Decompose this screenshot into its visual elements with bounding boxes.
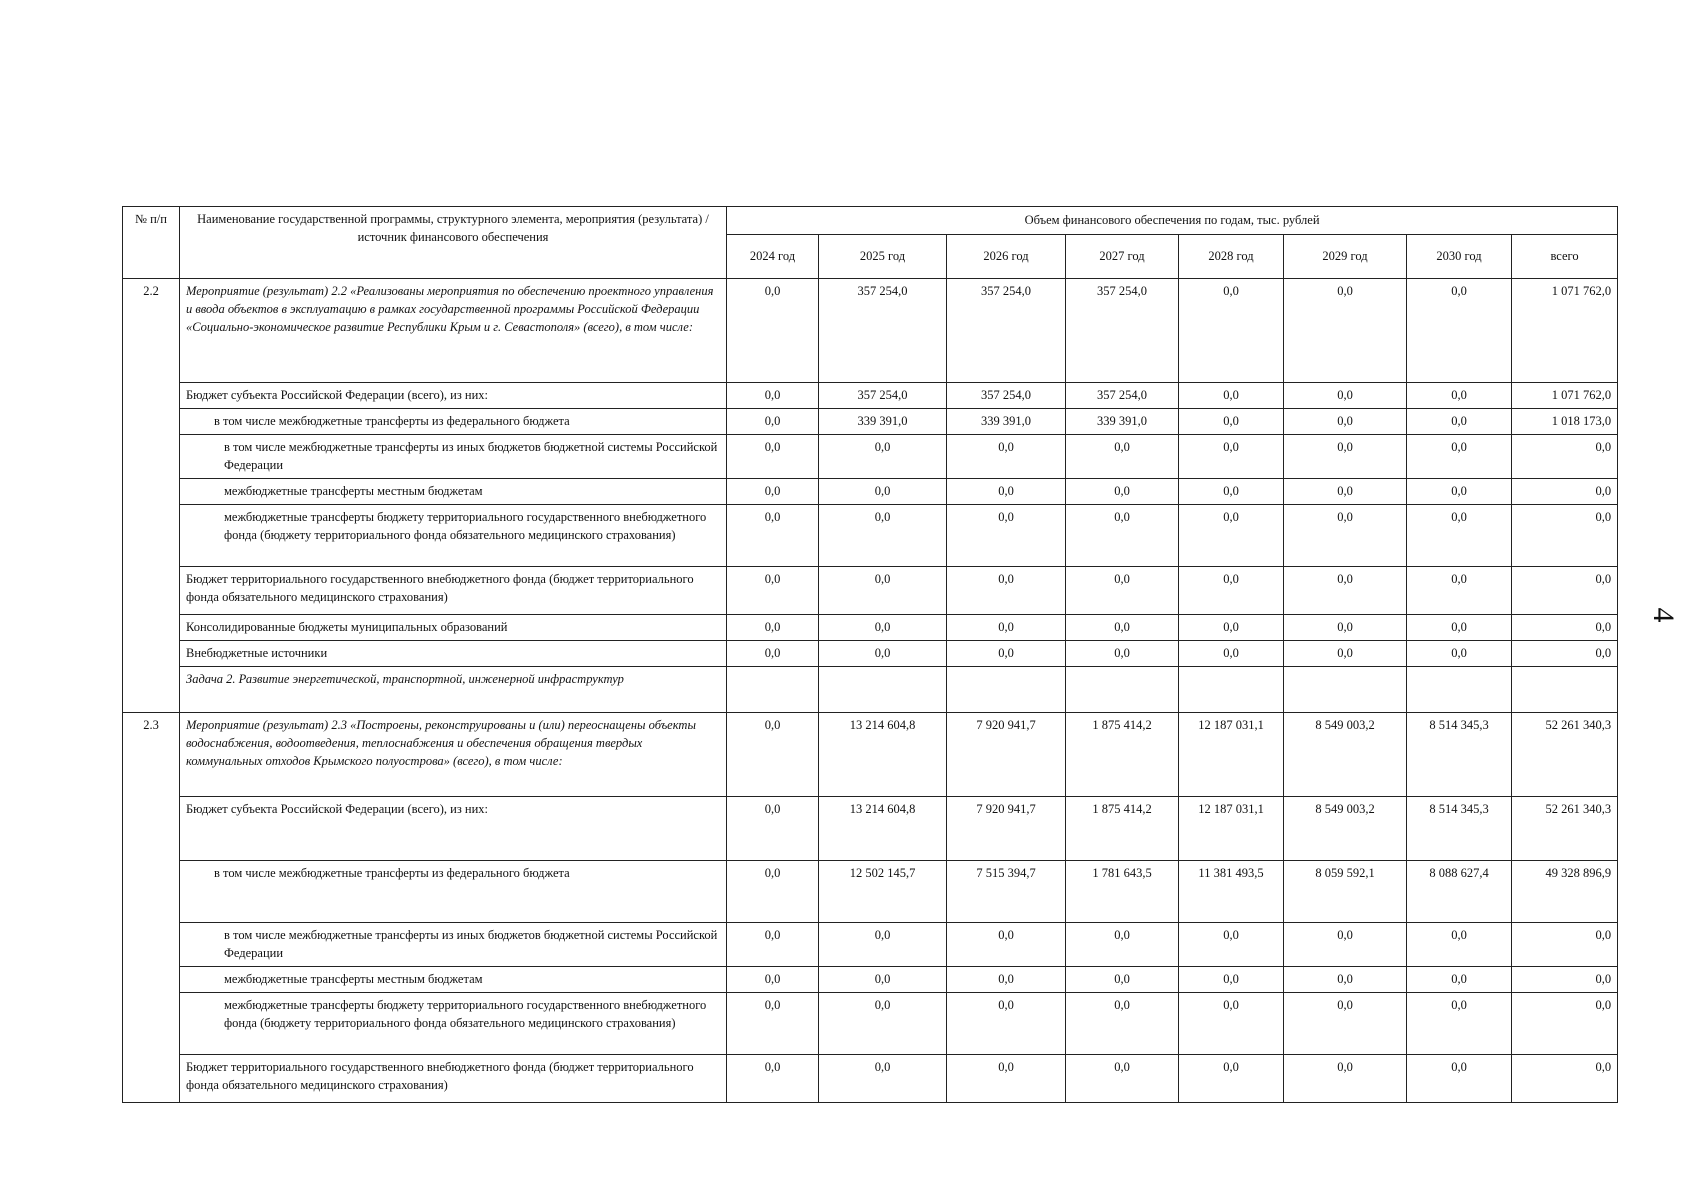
row-value: 0,0 xyxy=(819,1055,947,1103)
row-value: 0,0 xyxy=(1284,993,1407,1055)
row-value: 0,0 xyxy=(1284,967,1407,993)
table-row xyxy=(123,1055,1618,1103)
row-value: 11 381 493,5 xyxy=(1179,861,1284,923)
page-number: 4 xyxy=(1647,607,1680,623)
header-volume: Объем финансового обеспечения по годам, тыс. рублей xyxy=(727,207,1618,235)
row-value: 0,0 xyxy=(1284,505,1407,567)
row-number xyxy=(123,409,180,435)
row-value: 0,0 xyxy=(1066,435,1179,479)
row-value xyxy=(819,667,947,713)
row-value: 0,0 xyxy=(947,993,1066,1055)
header-num: № п/п xyxy=(123,207,180,279)
row-value: 0,0 xyxy=(1179,923,1284,967)
row-value: 0,0 xyxy=(1407,383,1512,409)
row-value: 0,0 xyxy=(1066,641,1179,667)
row-value: 0,0 xyxy=(1407,993,1512,1055)
row-value: 0,0 xyxy=(1179,479,1284,505)
table-row xyxy=(123,861,1618,923)
row-name: в том числе межбюджетные трансферты из федерального бюджета xyxy=(180,409,727,435)
row-total: 0,0 xyxy=(1512,479,1618,505)
row-value: 1 875 414,2 xyxy=(1066,713,1179,797)
row-total: 0,0 xyxy=(1512,993,1618,1055)
row-value: 8 059 592,1 xyxy=(1284,861,1407,923)
row-number xyxy=(123,967,180,993)
row-value xyxy=(1179,667,1284,713)
row-value: 0,0 xyxy=(727,409,819,435)
table-row xyxy=(123,797,1618,861)
row-value: 0,0 xyxy=(1284,435,1407,479)
row-value: 0,0 xyxy=(1066,505,1179,567)
row-value: 0,0 xyxy=(1179,641,1284,667)
row-total: 1 071 762,0 xyxy=(1512,383,1618,409)
table-row xyxy=(123,279,1618,383)
row-value: 0,0 xyxy=(1179,383,1284,409)
row-value: 0,0 xyxy=(1407,1055,1512,1103)
row-value: 0,0 xyxy=(1066,993,1179,1055)
table-row xyxy=(123,505,1618,567)
row-name: Задача 2. Развитие энергетической, транспортной, инженерной инфраструктур xyxy=(180,667,727,713)
row-value: 12 187 031,1 xyxy=(1179,797,1284,861)
row-value: 0,0 xyxy=(1284,641,1407,667)
table-row xyxy=(123,435,1618,479)
row-value: 0,0 xyxy=(727,797,819,861)
row-value: 0,0 xyxy=(1179,993,1284,1055)
row-total xyxy=(1512,667,1618,713)
header-row-1 xyxy=(123,207,1618,235)
row-value: 0,0 xyxy=(1066,567,1179,615)
row-value: 0,0 xyxy=(1407,923,1512,967)
row-total: 52 261 340,3 xyxy=(1512,797,1618,861)
row-value: 0,0 xyxy=(1407,967,1512,993)
row-total: 0,0 xyxy=(1512,567,1618,615)
row-value: 0,0 xyxy=(1407,641,1512,667)
row-value: 0,0 xyxy=(1179,409,1284,435)
row-total: 49 328 896,9 xyxy=(1512,861,1618,923)
row-name: Внебюджетные источники xyxy=(180,641,727,667)
row-value: 0,0 xyxy=(1179,505,1284,567)
row-value: 0,0 xyxy=(1179,967,1284,993)
row-number xyxy=(123,797,180,861)
row-value: 0,0 xyxy=(1284,615,1407,641)
header-year: 2028 год xyxy=(1179,235,1284,279)
row-name: в том числе межбюджетные трансферты из федерального бюджета xyxy=(180,861,727,923)
row-total: 1 018 173,0 xyxy=(1512,409,1618,435)
row-value: 0,0 xyxy=(1066,967,1179,993)
row-value: 357 254,0 xyxy=(947,279,1066,383)
row-name: Бюджет территориального государственного внебюджетного фонда (бюджет территориального фонда обязательного медицинского страхования) xyxy=(180,1055,727,1103)
row-value: 357 254,0 xyxy=(819,279,947,383)
row-value: 0,0 xyxy=(819,435,947,479)
table-row xyxy=(123,479,1618,505)
row-name: Бюджет территориального государственного внебюджетного фонда (бюджет территориального фонда обязательного медицинского страхования) xyxy=(180,567,727,615)
row-value: 339 391,0 xyxy=(1066,409,1179,435)
row-value: 0,0 xyxy=(727,479,819,505)
row-value: 0,0 xyxy=(727,923,819,967)
row-value: 0,0 xyxy=(819,967,947,993)
table-row xyxy=(123,993,1618,1055)
row-value: 0,0 xyxy=(947,1055,1066,1103)
row-value xyxy=(947,667,1066,713)
row-value: 0,0 xyxy=(1407,505,1512,567)
header-year: 2026 год xyxy=(947,235,1066,279)
row-name: межбюджетные трансферты бюджету территориального государственного внебюджетного фонда (бюджету территориального фонда обязательного медицинского страхования) xyxy=(180,993,727,1055)
row-number xyxy=(123,861,180,923)
row-total: 52 261 340,3 xyxy=(1512,713,1618,797)
row-value: 0,0 xyxy=(1179,615,1284,641)
row-number xyxy=(123,641,180,667)
table-row xyxy=(123,967,1618,993)
row-value: 0,0 xyxy=(819,641,947,667)
row-value: 357 254,0 xyxy=(1066,279,1179,383)
row-value: 0,0 xyxy=(1407,279,1512,383)
header-year: 2030 год xyxy=(1407,235,1512,279)
row-value: 0,0 xyxy=(819,615,947,641)
header-year: 2029 год xyxy=(1284,235,1407,279)
row-value: 0,0 xyxy=(727,383,819,409)
row-value: 0,0 xyxy=(1179,279,1284,383)
financing-table xyxy=(122,206,1618,1103)
row-value: 0,0 xyxy=(819,479,947,505)
row-name: межбюджетные трансферты местным бюджетам xyxy=(180,479,727,505)
row-value: 0,0 xyxy=(727,967,819,993)
row-value: 0,0 xyxy=(819,923,947,967)
row-value: 0,0 xyxy=(947,435,1066,479)
header-year-total: всего xyxy=(1512,235,1618,279)
row-value xyxy=(1407,667,1512,713)
row-number xyxy=(123,615,180,641)
row-value: 0,0 xyxy=(727,993,819,1055)
row-value: 0,0 xyxy=(1284,383,1407,409)
row-value: 0,0 xyxy=(947,967,1066,993)
header-name: Наименование государственной программы, структурного элемента, мероприятия (результата) / источник финансового обеспечения xyxy=(180,207,727,279)
table-row xyxy=(123,667,1618,713)
row-value xyxy=(727,667,819,713)
row-value: 8 088 627,4 xyxy=(1407,861,1512,923)
row-value: 0,0 xyxy=(1284,279,1407,383)
row-value: 339 391,0 xyxy=(947,409,1066,435)
row-value: 0,0 xyxy=(1179,435,1284,479)
row-total: 0,0 xyxy=(1512,1055,1618,1103)
row-value: 8 514 345,3 xyxy=(1407,797,1512,861)
row-value: 8 514 345,3 xyxy=(1407,713,1512,797)
row-value: 13 214 604,8 xyxy=(819,797,947,861)
row-value: 0,0 xyxy=(1066,615,1179,641)
row-name: в том числе межбюджетные трансферты из иных бюджетов бюджетной системы Российской Федерации xyxy=(180,435,727,479)
row-value: 357 254,0 xyxy=(947,383,1066,409)
row-number xyxy=(123,667,180,713)
row-number xyxy=(123,479,180,505)
row-value: 0,0 xyxy=(947,641,1066,667)
row-value: 0,0 xyxy=(727,713,819,797)
row-value xyxy=(1066,667,1179,713)
row-value: 357 254,0 xyxy=(819,383,947,409)
row-value: 0,0 xyxy=(947,479,1066,505)
row-value: 8 549 003,2 xyxy=(1284,713,1407,797)
row-value: 0,0 xyxy=(819,567,947,615)
row-name: межбюджетные трансферты местным бюджетам xyxy=(180,967,727,993)
row-number xyxy=(123,435,180,479)
row-value: 357 254,0 xyxy=(1066,383,1179,409)
table-row xyxy=(123,409,1618,435)
row-value: 1 875 414,2 xyxy=(1066,797,1179,861)
row-number xyxy=(123,993,180,1055)
row-name: Мероприятие (результат) 2.2 «Реализованы мероприятия по обеспечению проектного управления и ввода объектов в эксплуатацию в рамках государственной программы Российской Федерации «Социально-экономическое развитие Республики Крым и г. Севастополя» (всего), в том числе: xyxy=(180,279,727,383)
row-name: Бюджет субъекта Российской Федерации (всего), из них: xyxy=(180,383,727,409)
row-number: 2.2 xyxy=(123,279,180,383)
row-value: 0,0 xyxy=(727,279,819,383)
row-value: 0,0 xyxy=(1407,435,1512,479)
row-name: межбюджетные трансферты бюджету территориального государственного внебюджетного фонда (бюджету территориального фонда обязательного медицинского страхования) xyxy=(180,505,727,567)
row-value: 0,0 xyxy=(1284,479,1407,505)
table-row xyxy=(123,923,1618,967)
header-year: 2027 год xyxy=(1066,235,1179,279)
row-name: Бюджет субъекта Российской Федерации (всего), из них: xyxy=(180,797,727,861)
row-value: 0,0 xyxy=(819,993,947,1055)
row-value: 0,0 xyxy=(1407,479,1512,505)
table-row xyxy=(123,713,1618,797)
row-value: 0,0 xyxy=(947,567,1066,615)
row-value: 12 187 031,1 xyxy=(1179,713,1284,797)
row-value: 1 781 643,5 xyxy=(1066,861,1179,923)
row-value: 13 214 604,8 xyxy=(819,713,947,797)
row-number: 2.3 xyxy=(123,713,180,797)
row-number xyxy=(123,567,180,615)
row-value: 0,0 xyxy=(1407,567,1512,615)
row-total: 0,0 xyxy=(1512,923,1618,967)
row-value: 0,0 xyxy=(1179,1055,1284,1103)
table-row xyxy=(123,615,1618,641)
row-value: 339 391,0 xyxy=(819,409,947,435)
row-value: 0,0 xyxy=(947,505,1066,567)
row-value: 0,0 xyxy=(1284,567,1407,615)
row-name: в том числе межбюджетные трансферты из иных бюджетов бюджетной системы Российской Федерации xyxy=(180,923,727,967)
row-total: 1 071 762,0 xyxy=(1512,279,1618,383)
row-value: 12 502 145,7 xyxy=(819,861,947,923)
row-value: 8 549 003,2 xyxy=(1284,797,1407,861)
row-value: 0,0 xyxy=(947,615,1066,641)
row-value: 7 920 941,7 xyxy=(947,713,1066,797)
row-total: 0,0 xyxy=(1512,967,1618,993)
row-value: 7 515 394,7 xyxy=(947,861,1066,923)
row-value xyxy=(1284,667,1407,713)
row-value: 0,0 xyxy=(1066,923,1179,967)
header-year: 2025 год xyxy=(819,235,947,279)
row-value: 0,0 xyxy=(727,861,819,923)
row-value: 0,0 xyxy=(1407,615,1512,641)
header-year: 2024 год xyxy=(727,235,819,279)
row-value: 0,0 xyxy=(727,505,819,567)
row-value: 0,0 xyxy=(1179,567,1284,615)
row-value: 0,0 xyxy=(1066,1055,1179,1103)
row-name: Консолидированные бюджеты муниципальных образований xyxy=(180,615,727,641)
row-total: 0,0 xyxy=(1512,435,1618,479)
row-value: 0,0 xyxy=(947,923,1066,967)
row-total: 0,0 xyxy=(1512,615,1618,641)
table-row xyxy=(123,641,1618,667)
row-number xyxy=(123,383,180,409)
row-value: 0,0 xyxy=(1284,1055,1407,1103)
row-name: Мероприятие (результат) 2.3 «Построены, реконструированы и (или) переоснащены объекты водоснабжения, водоотведения, теплоснабжения и обеспечения обращения твердых коммунальных отходов Крымского полуострова» (всего), в том числе: xyxy=(180,713,727,797)
row-value: 0,0 xyxy=(727,1055,819,1103)
row-value: 0,0 xyxy=(1407,409,1512,435)
row-value: 0,0 xyxy=(727,641,819,667)
row-value: 7 920 941,7 xyxy=(947,797,1066,861)
row-value: 0,0 xyxy=(819,505,947,567)
row-total: 0,0 xyxy=(1512,505,1618,567)
row-value: 0,0 xyxy=(727,435,819,479)
row-value: 0,0 xyxy=(1284,923,1407,967)
row-number xyxy=(123,505,180,567)
table-row xyxy=(123,567,1618,615)
table-row xyxy=(123,383,1618,409)
row-number xyxy=(123,923,180,967)
row-number xyxy=(123,1055,180,1103)
row-total: 0,0 xyxy=(1512,641,1618,667)
row-value: 0,0 xyxy=(1284,409,1407,435)
row-value: 0,0 xyxy=(727,615,819,641)
row-value: 0,0 xyxy=(727,567,819,615)
row-value: 0,0 xyxy=(1066,479,1179,505)
